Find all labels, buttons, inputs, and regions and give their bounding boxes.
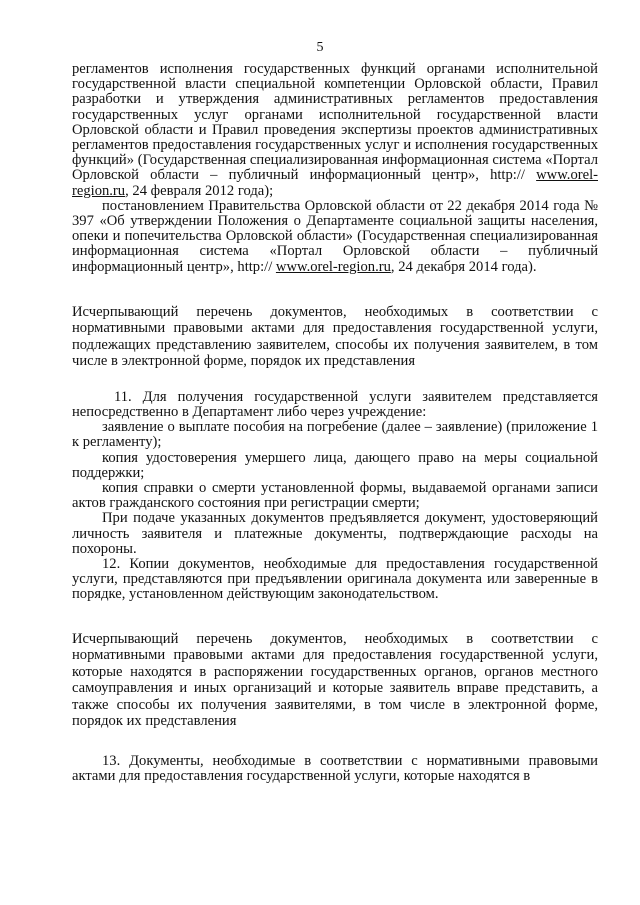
list-item-certificate-copy: копия удостоверения умершего лица, дающего право на меры социальной поддержки; [72, 449, 598, 481]
paragraph-identity-document: При подаче указанных документов предъявляется документ, удостоверяющий личность заявителя и платежные документы, подтверждающие расходы на похороны. [72, 510, 598, 557]
paragraph-text: постановлением Правительства Орловской области от 22 декабря 2014 года № 397 «Об утверждении Положения о Департаменте социальной защиты населения, опеки и попечительства Орловской области» (Государственная специализированная информационная система «Портал Орловской области – публичный информационный центр», http:// [72, 197, 598, 275]
list-item-death-certificate: копия справки о смерти установленной формы, выдаваемой органами записи актов гражданского состояния при регистрации смерти; [72, 480, 598, 512]
document-body [72, 62, 598, 784]
paragraph-12: 12. Копии документов, необходимые для предоставления государственной услуги, представляются при предъявлении оригинала документа или заверенные в порядке, установленном действующим законодательством. [72, 556, 598, 603]
paragraph-text: регламентов исполнения государственных функций органами исполнительной государственной власти специальной компетенции Орловской области, Правил разработки и утверждения административных регламентов предоставления государственных услуг органами исполнительной государственной власти Орловской области и Правил проведения экспертизы проектов административных регламентов предоставления государственных услуг и исполнения государственных функций» (Государственная специализированная информационная система «Портал Орловской области – публичный информационный центр», http:// [72, 61, 598, 184]
list-item-application: заявление о выплате пособия на погребение (далее – заявление) (приложение 1 к регламенту); [72, 419, 598, 451]
portal-link[interactable]: www.orel-region.ru [275, 258, 391, 275]
paragraph-11: 11. Для получения государственной услуги заявителем представляется непосредственно в Департамент либо через учреждение: [72, 388, 598, 421]
paragraph-text: , 24 декабря 2014 года). [390, 258, 537, 275]
paragraph-text: , 24 февраля 2012 года); [125, 182, 274, 199]
paragraph-13: 13. Документы, необходимые в соответствии с нормативными правовыми актами для предоставления государственной услуги, которые находятся в [72, 752, 598, 784]
section-heading-interagency-documents: Исчерпывающий перечень документов, необходимых в соответствии с нормативными правовыми актами для предоставления государственной услуги, которые находятся в распоряжении государственных органов, органов местного самоуправления и иных организаций и которые заявитель вправе представить, а также способы их получения заявителями, в том числе в электронной форме, порядок их представления [72, 630, 598, 730]
paragraph-regulations-continued [72, 62, 598, 199]
section-heading-documents: Исчерпывающий перечень документов, необходимых в соответствии с нормативными правовыми актами для предоставления государственной услуги, подлежащих представлению заявителем, способы их получения заявителем, в том числе в электронной форме, порядок их представления [72, 303, 598, 370]
portal-link[interactable]: www.orel-region.ru [72, 167, 598, 199]
page-number: 5 [316, 40, 324, 55]
paragraph-decree-2014 [72, 199, 598, 275]
